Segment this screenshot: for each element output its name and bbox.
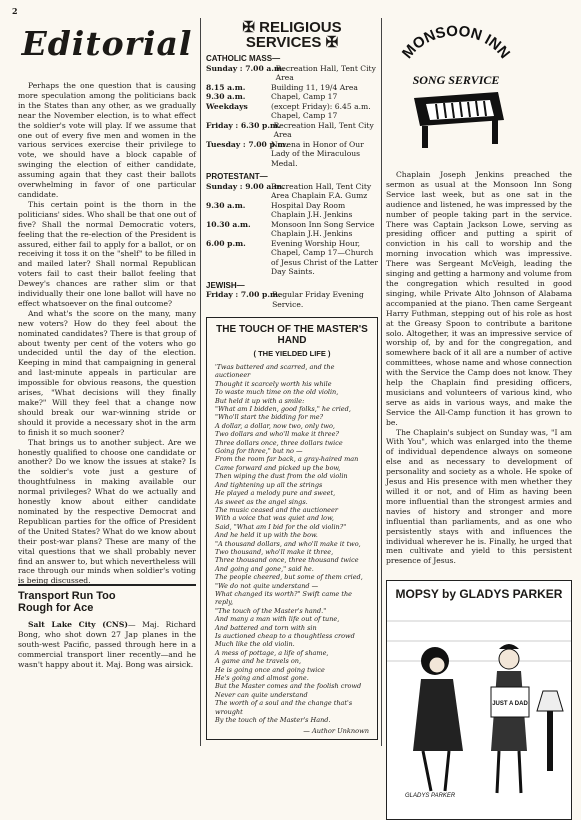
poem-line: Two dollars and who'll make it three?: [215, 430, 339, 439]
transport-dateline: Salt Lake City (CNS): [28, 620, 128, 629]
piano-icon: [414, 92, 504, 148]
monsoon-paragraph: Chaplain Joseph Jenkins preached the sermon as usual at the Monsoon Inn Song Service last week, but as one sat in the audience and listened, he was impressed by the number of people taking part in the service. There was Captain Jackson Lowe, serving as presiding officer and putting a spirit of conviction in his call to worship and the morning invocation which was impressive. There was Sergeant McVeigh, leading the singing and getting a harmony and volume from the congregation which resulted in good singing, while Private Alto Johnson of Alabama accompanied at the piano. Then came Sergeant Harry Futhman, stepping out of his role as host at the Greasy Spoon to contribute a baritone solo. Altogether, it was an impressive service of worship of, by and for the congregation, and somewhere back of it all are a number of active committees, whose name and whose connection with the Service the Camp does not know. They help the Chaplain find presiding officers, musicians and volunteers of various kind, who serve as aids in various ways, and make the Service the All-Camp function it has grown to be.: [386, 170, 572, 427]
service-time: Sunday : 9.00 a.m.: [206, 181, 285, 191]
page-number: 2: [12, 6, 18, 16]
service-row: [206, 239, 378, 277]
service-schedule: [206, 54, 378, 309]
service-time: 6.00 p.m.: [206, 238, 246, 248]
poem-line: Thought it scarcely worth his while: [215, 379, 332, 388]
service-time: 10.30 a.m.: [206, 219, 251, 229]
service-section-heading: JEWISH—: [206, 280, 245, 290]
editorial-column: [18, 14, 196, 670]
poem-line: 'Twas battered and scarred, and the auctioneer: [215, 363, 335, 380]
service-section-heading: CATHOLIC MASS—: [206, 54, 281, 63]
service-detail: Novena in Honor of Our Lady of the Miraculous Medal.: [271, 139, 364, 168]
poem-line: He's going and almost gone.: [215, 674, 309, 683]
religious-services-title: RELIGIOUS SERVICES: [245, 19, 342, 51]
poem-line: With a voice that was quiet and low,: [215, 514, 334, 523]
poem-line: Is auctioned cheap to a thoughtless crowd: [215, 632, 355, 640]
service-time: Friday : 7.00 p.m.: [206, 290, 281, 299]
poem-line: As sweet as the angel sings.: [215, 497, 308, 506]
service-row: [206, 92, 378, 102]
poem-line: Two thousand, who'll make it three,: [215, 547, 334, 556]
poem-line: And many a man with life out of tune,: [215, 615, 340, 624]
poem-box: [206, 317, 378, 740]
poem-line: Then wiping the dust from the old violin: [215, 472, 348, 481]
editorial-paragraph: This certain point is the thorn in the politicians' sides. Who shall be that one out of five? Shall the normal Democratic voters, feeling that the re-election of the President is assured, either fail to apply for a ballot, or on receiving it toss it on the "shelf" to be filled in and mailed later? Shall normal Republican voters fail to cast their ballot feeling that Dewey's chances are rather slim or that individually their one lone ballot will have no effect whatsoever on the final outcome?: [18, 199, 196, 308]
poem-line: "A thousand dollars, and who'll make it two,: [215, 539, 361, 548]
service-detail: Regular Friday Evening Service.: [272, 290, 364, 309]
sign-text: JUST A DAD: [492, 701, 528, 708]
poem-line: To waste much time on the old violin,: [215, 388, 339, 397]
poem-line: And he held it up with the bow.: [215, 531, 318, 540]
poem-line: The worth of a soul and the change that's wrought: [215, 699, 353, 716]
monsoon-inn-logo: [386, 20, 526, 160]
transport-headline: Transport Run Too Rough for Ace: [18, 590, 116, 614]
mopsy-comic: [386, 580, 572, 820]
service-detail: Building 11, 19/4 Area: [271, 82, 358, 92]
poem-line: What changed its worth?" Swift came the reply,: [215, 589, 352, 607]
poem-line: From the room far back, a gray-haired man: [215, 455, 359, 464]
service-time: 9.30 a.m.: [206, 200, 246, 210]
svg-text:MONSOON INN: [399, 23, 513, 62]
poem-line: And going and gone," said he.: [215, 564, 314, 573]
poem-line: Three dollars once, three dollars twice: [215, 438, 343, 447]
monsoon-paragraph: The Chaplain's subject on Sunday was, "I am With You", which was enlarged into the theme of individual dependence always on someone else and as necessary to development of personality and society as a whole. He spoke of Jesus and His presence with men whether they willed it or not, and of Him as having been more influential than the strongest armies and navies of history and stronger and more influential than parliaments, and as one who persistently stays with and influences the individual wherever he is. Finally, he urged that men cultivate and yield to this persistent presence of Jesus.: [386, 427, 572, 566]
service-time: Sunday : 7.00 a.m.: [206, 63, 285, 73]
service-detail: (except Friday): 6.45 a.m. Chapel, Camp 17: [271, 101, 371, 120]
editorial-paragraph: Perhaps the one question that is causing more speculation among the politicians back in the States than any other, as we gradually near the November election, is to what effect the soldier's vote will play. If we assume that one out of every five men and women in the various services exercise their privilege to vote, we should have a block capable of swinging the election of either candidate, assuming again that they cast their ballots overwhelming in favor of one particular candidate.: [18, 81, 196, 199]
service-time: Weekdays: [206, 101, 248, 111]
artist-signature: GLADYS PARKER: [405, 793, 456, 800]
editorial-paragraph: That brings us to another subject. Are we honestly qualified to choose one candidate or another? Do we know the issues at stake? Is the soldier's vote just a gesture of thoughtfulness in making available our normal privileges? What do we actually and honestly know about either candidate nominated by the respective Democrat and Republican parties for the office of President of the United States? What do we know about their post-war plans? These are many of the vital questions that we shall probably never find an answer to, but which nevertheless will race through our minds when soldier's voting is being discussed.: [18, 437, 196, 586]
service-row: [206, 102, 378, 121]
poem-author: — Author Unknown: [303, 727, 369, 736]
editorial-body: [18, 81, 196, 586]
poem-lines: [215, 363, 369, 724]
service-section-heading: PROTESTANT—: [206, 172, 268, 181]
service-detail: Chapel, Camp 17: [271, 92, 338, 101]
editorial-paragraph: And what's the score on the many, many new voters? How do they feel about the nominated candidates? There is that group of about twenty per cent of the voters who go undecided until the day of the election. Keeping in mind that campaigning in general and last-minute appeals in particular are impossible for obvious reasons, the question arises, "What decisions will they finally make?" Will they feel that a change now should break our war-winning stride or should it provide a necessary shot in the arm to finish it so much sooner?: [18, 308, 196, 437]
poem-line: But the Master comes and the foolish crowd: [215, 682, 362, 691]
service-row: [206, 182, 378, 201]
poem-line: A game and he travels on,: [215, 657, 302, 666]
column-divider: [381, 18, 382, 746]
monsoon-column: [386, 18, 572, 820]
service-row: [206, 290, 378, 309]
transport-story: [18, 620, 196, 670]
cross-icon: ✠: [242, 19, 255, 36]
logo-line-2: SONG SERVICE: [412, 73, 500, 87]
service-row: [206, 201, 378, 220]
poem-line: "What am I bidden, good folks," he cried,: [215, 405, 351, 414]
service-detail: Monsoon Inn Song Service Chaplain J.H. Jenkins: [271, 219, 375, 238]
poem-line: A dollar, a dollar, now two, only two,: [215, 421, 335, 430]
poem-line: "Who'll start the bidding for me?: [215, 413, 324, 422]
poem-line: The music ceased and the auctioneer: [215, 505, 338, 514]
service-time: Tuesday : 7.00 p.m.: [206, 139, 289, 149]
service-detail: Evening Worship Hour, Chapel, Camp 17—Church of Jesus Christ of the Latter Day Saints.: [271, 238, 378, 276]
poem-line: He is going once and going twice: [215, 665, 325, 674]
column-divider: [200, 18, 201, 746]
poem-line: But held it up with a smile:: [215, 396, 305, 405]
comic-title: MOPSY by GLADYS PARKER: [395, 587, 563, 602]
poem-line: The people cheered, but some of them cried,: [215, 573, 363, 582]
poem-line: A mess of pottage, a life of shame,: [215, 648, 329, 657]
poem-line: Three thousand once, three thousand twice: [215, 556, 359, 565]
service-time: Friday : 6.30 p.m.: [206, 120, 281, 130]
religious-column: [206, 20, 378, 740]
poem-line: He played a melody pure and sweet,: [215, 489, 336, 498]
poem-line: Much like the old violin.: [215, 640, 295, 649]
service-time: 8.15 a.m.: [206, 82, 246, 92]
service-detail: Recreation Hall, Tent City Area Chaplain F.A. Gumz: [271, 181, 372, 200]
service-row: [206, 220, 378, 239]
comic-illustration: [387, 601, 571, 811]
religious-services-header: [206, 20, 378, 50]
transport-body: — Maj. Richard Bong, who shot down 27 Jap planes in the south-west Pacific, passed through here in a commercial transport liner recently—and he wasn't happy about it. Maj. Bong was airsick.: [18, 620, 196, 669]
service-detail: Recreation Hall, Tent City Area: [273, 120, 374, 139]
poem-line: Never can quite understand: [215, 690, 308, 699]
cross-icon: ✠: [325, 34, 339, 51]
editorial-title: Editorial: [21, 24, 193, 63]
poem-line: Going for three," but no —: [215, 447, 303, 456]
service-row: [206, 83, 378, 93]
service-detail: Recreation Hall, Tent City Area: [275, 63, 376, 82]
service-detail: Hospital Day Room Chaplain J.H. Jenkins: [271, 200, 353, 219]
service-time: 9.30 a.m.: [206, 92, 246, 101]
service-row: [206, 140, 378, 169]
poem-line: "We do not quite understand —: [215, 581, 319, 590]
service-row: [206, 64, 378, 83]
poem-line: Said, "What am I bid for the old violin?": [215, 522, 347, 531]
service-row: [206, 121, 378, 140]
poem-title: THE TOUCH OF THE MASTER'S HAND: [216, 324, 368, 346]
poem-line: And battered and torn with sin: [215, 623, 317, 632]
poem-line: "The touch of the Master's hand.": [215, 606, 327, 615]
poem-line: By the touch of the Master's Hand.: [215, 716, 331, 725]
poem-line: And tightening up all the strings: [215, 480, 323, 489]
poem-subtitle: ( THE YIELDED LIFE ): [253, 349, 331, 358]
poem-line: Came forward and picked up the bow,: [215, 463, 341, 472]
logo-line-1: MONSOON INN: [398, 22, 514, 62]
